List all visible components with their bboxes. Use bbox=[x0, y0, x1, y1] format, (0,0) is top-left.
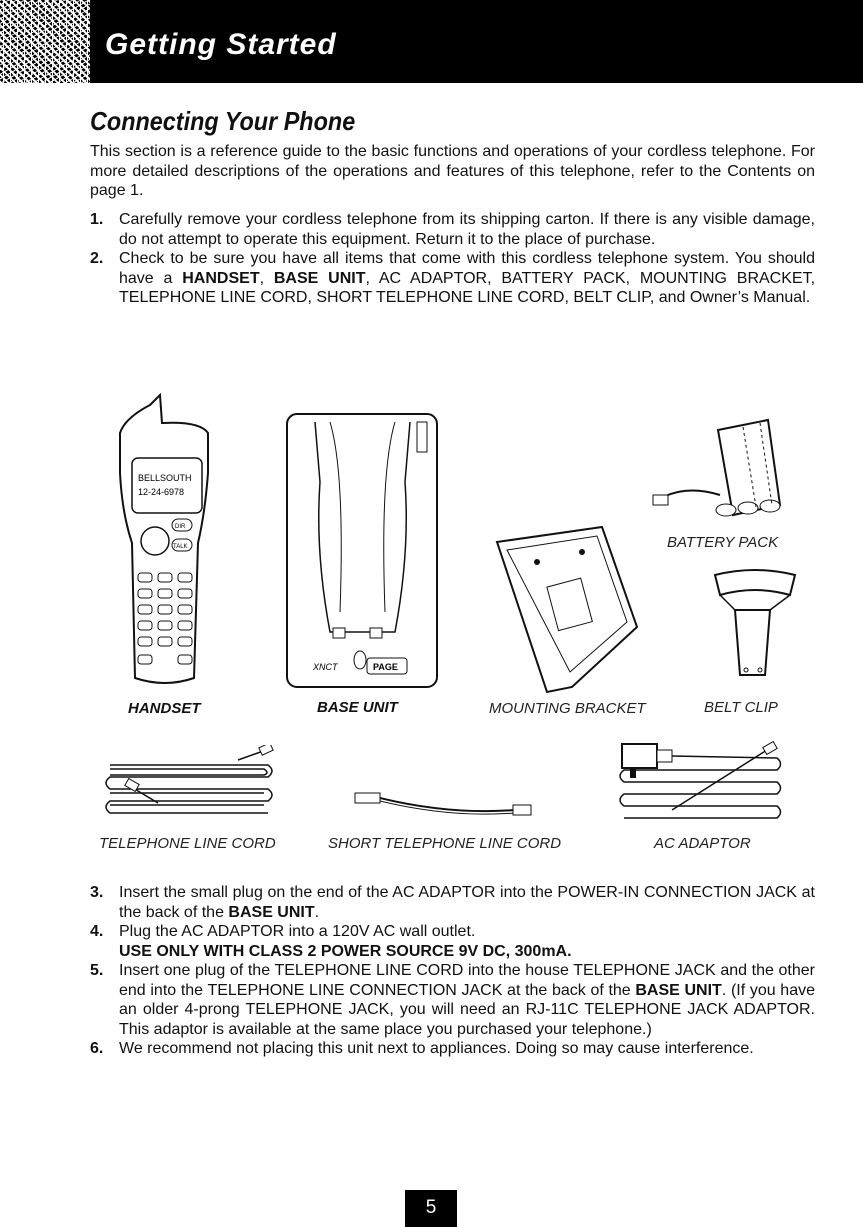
steps-list-before bbox=[90, 210, 815, 308]
section-title: Connecting Your Phone bbox=[90, 106, 356, 136]
step-text: Insert one plug of the TELEPHONE LINE CORD into the house TELEPHONE JACK and the other end into the TELEPHONE LINE CONNECTION JACK at the back of the bbox=[119, 962, 815, 999]
step-number: 4. bbox=[90, 923, 104, 940]
caption-mounting-bracket: MOUNTING BRACKET bbox=[489, 700, 646, 717]
step-1 bbox=[90, 210, 815, 249]
step-number: 3. bbox=[90, 884, 104, 901]
step-bold: BASE UNIT bbox=[635, 981, 722, 999]
mounting-bracket-illustration bbox=[492, 522, 642, 697]
step-6 bbox=[90, 1039, 815, 1059]
caption-telephone-line-cord: TELEPHONE LINE CORD bbox=[99, 835, 276, 852]
header-pattern-decoration bbox=[0, 0, 90, 83]
step-text: , bbox=[259, 269, 274, 287]
handset-display-line1: BELLSOUTH bbox=[138, 473, 192, 483]
battery-pack-illustration bbox=[648, 415, 788, 525]
page-header bbox=[0, 0, 863, 83]
base-brand-logo: XNCT bbox=[313, 662, 338, 672]
caption-battery-pack: BATTERY PACK bbox=[667, 534, 779, 551]
page-number: 5 bbox=[405, 1190, 457, 1227]
step-text: We recommend not placing this unit next to appliances. Doing so may cause interference. bbox=[119, 1040, 754, 1057]
belt-clip-illustration bbox=[710, 565, 800, 680]
step-3 bbox=[90, 883, 815, 922]
caption-short-telephone-line-cord: SHORT TELEPHONE LINE CORD bbox=[328, 835, 562, 852]
step-bold: HANDSET bbox=[182, 269, 260, 287]
step-bold: BASE UNIT bbox=[273, 269, 366, 287]
step-number: 5. bbox=[90, 962, 104, 979]
steps-list-after bbox=[90, 883, 815, 1059]
intro-paragraph: This section is a reference guide to the basic functions and operations of your cordless telephone. For more detailed descriptions of the operations and features of this telephone, refer to the Contents on page 1. bbox=[90, 143, 815, 199]
step-number: 1. bbox=[90, 211, 104, 228]
step-text: , AC ADAPTOR, BATTERY PACK, MOUNTING BRACKET, TELEPHONE LINE CORD, SHORT TELEPHONE LINE CORD, BELT CLIP, and Owner’s Manual. bbox=[119, 269, 816, 306]
step-2 bbox=[90, 249, 815, 308]
step-bold: BASE UNIT bbox=[228, 903, 315, 921]
step-text: Check to be sure you have all items that come with this cordless telephone system. You should have a bbox=[119, 250, 815, 287]
step-text: . (If you have an older 4-prong TELEPHONE JACK, you will need an RJ-11C TELEPHONE JACK ADAPTOR. This adaptor is available at the same place you purchased your telephone.) bbox=[119, 981, 815, 1038]
caption-handset: HANDSET bbox=[128, 700, 201, 717]
short-telephone-line-cord-illustration bbox=[350, 790, 535, 820]
step-5 bbox=[90, 961, 815, 1039]
caption-ac-adaptor: AC ADAPTOR bbox=[654, 835, 751, 852]
ac-adaptor-illustration bbox=[612, 740, 787, 825]
step-text: Plug the AC ADAPTOR into a 120V AC wall outlet. bbox=[119, 923, 476, 940]
handset-illustration bbox=[110, 393, 220, 690]
caption-belt-clip: BELT CLIP bbox=[704, 699, 778, 716]
dir-key-label: DIR bbox=[175, 524, 186, 530]
step-warning: USE ONLY WITH CLASS 2 POWER SOURCE 9V DC, 300mA. bbox=[119, 942, 572, 960]
step-text: Carefully remove your cordless telephone from its shipping carton. If there is any visible damage, do not attempt to operate this equipment. Return it to the place of purchase. bbox=[119, 211, 815, 248]
page-button-label: PAGE bbox=[373, 662, 398, 672]
telephone-line-cord-illustration bbox=[98, 745, 280, 825]
talk-key-label: TALK bbox=[173, 544, 188, 550]
step-number: 6. bbox=[90, 1040, 104, 1057]
caption-base-unit: BASE UNIT bbox=[317, 699, 398, 716]
header-title: Getting Started bbox=[105, 28, 337, 61]
step-number: 2. bbox=[90, 250, 104, 267]
step-text: . bbox=[314, 903, 320, 921]
step-4 bbox=[90, 922, 815, 961]
step-text: Insert the small plug on the end of the AC ADAPTOR into the POWER-IN CONNECTION JACK at the back of the bbox=[119, 884, 815, 921]
handset-display-line2: 12-24-6978 bbox=[138, 487, 185, 497]
base-unit-illustration bbox=[285, 412, 440, 690]
